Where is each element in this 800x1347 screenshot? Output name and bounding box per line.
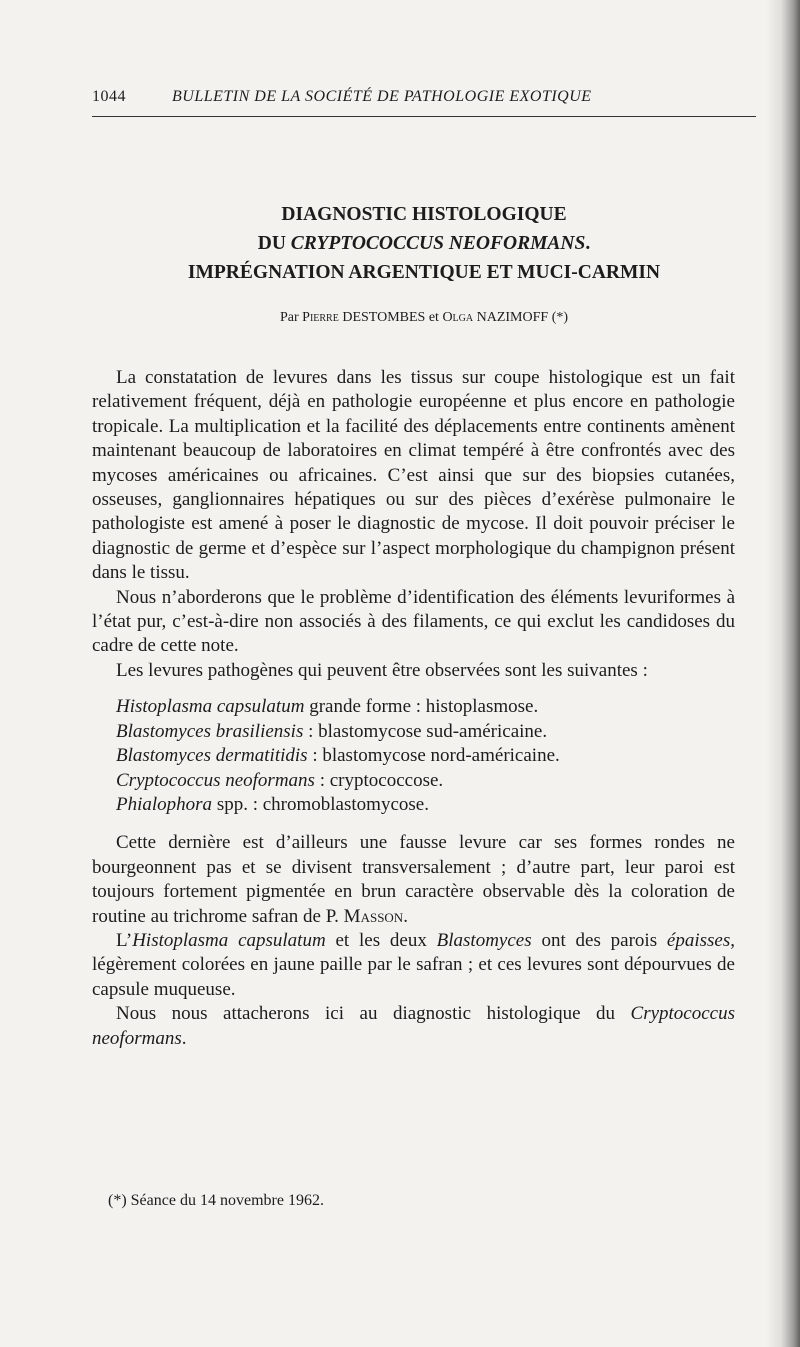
species-item [116, 695, 735, 719]
page-edge-shadow [766, 0, 800, 1347]
species-item [116, 744, 735, 768]
p6-italic: Cryptococcus neoformans [92, 1003, 735, 1049]
title-line-3: IMPRÉGNATION ARGENTIQUE ET MUCI-CARMIN [187, 262, 661, 283]
footnote: (*) Séance du 14 novembre 1962. [108, 1192, 324, 1209]
p5-b: et les deux [325, 929, 437, 951]
p5-d: , légèrement colorées en jaune paille par le safran ; et ces levures sont dépourvues de capsule muqueuse. [92, 929, 735, 1000]
author2-first: Olga [442, 310, 474, 325]
species-name: Histoplasma capsulatum [116, 696, 305, 718]
species-name: Blastomyces brasiliensis [116, 720, 304, 742]
paragraph-1: La constatation de levures dans les tissus sur coupe histologique est un fait relativement fréquent, déjà en pathologie européenne et plus encore en pathologie tropicale. La multiplication et la facilité des déplacements entre continents amènent maintenant beaucoup de laboratoires en climat tempéré à être confrontés avec des mycoses américaines ou africaines. C’est ainsi que sur des biopsies cutanées, osseuses, ganglionnaires hépatiques ou sur des pièces d’exérèse pulmonaire le pathologiste est amené à poser le diagnostic de mycose. Il doit pouvoir préciser le diagnostic de germe et d’espèce sur l’aspect morphologique du champignon présent dans le tissu. [92, 367, 735, 584]
title-line-2 [92, 229, 756, 258]
p5-italic-1: Histoplasma capsulatum [132, 929, 326, 951]
p5-italic-3: épaisses [666, 929, 731, 951]
page-number: 1044 [92, 88, 126, 105]
species-desc: : cryptococcose. [314, 769, 444, 791]
species-name: Blastomyces dermatitidis [116, 745, 308, 767]
species-item [116, 769, 735, 793]
author1-last: DESTOMBES [342, 310, 426, 325]
paragraph-6 [92, 1002, 735, 1051]
p5-italic-2: Blastomyces [436, 929, 532, 951]
journal-title: BULLETIN DE LA SOCIÉTÉ DE PATHOLOGIE EXOTIQUE [172, 88, 592, 105]
paragraph-4 [92, 831, 735, 929]
author2-last: NAZIMOFF [476, 310, 549, 325]
title-line-2-prefix: DU [257, 233, 291, 254]
species-list [116, 695, 735, 817]
paragraph-5 [92, 929, 735, 1002]
paragraph-2: Nous n’aborderons que le problème d’identification des éléments levuriformes à l’état pur, c’est-à-dire non associés à des filaments, ce qui exclut les candidoses du cadre de cette note. [92, 586, 735, 657]
masson-name: P. Masson [325, 905, 404, 927]
article-body [92, 366, 735, 1051]
species-name: Cryptococcus neoformans [116, 769, 315, 791]
paragraph-3: Les levures pathogènes qui peuvent être observées sont les suivantes : [116, 659, 648, 681]
species-item [116, 793, 735, 817]
paragraph-4-text: Cette dernière est d’ailleurs une fausse levure car ses formes rondes ne bourgeonnent pas et se divisent transversalement ; d’autre part, leur paroi est toujours fortement pigmentée en brun caractère observable dès la coloration de routine au trichrome safran de [92, 832, 735, 927]
byline [92, 310, 756, 326]
author1-first: Pierre [302, 310, 339, 325]
species-desc: : blastomycose nord-américaine. [307, 745, 560, 767]
title-line-1: DIAGNOSTIC HISTOLOGIQUE [281, 204, 567, 225]
species-desc: spp. : chromoblastomycose. [212, 793, 429, 815]
p6-a: Nous nous attacherons ici au diagnostic histologique du [116, 1003, 631, 1025]
paragraph-4-end: . [403, 905, 408, 927]
footnote-marker: (*) [551, 310, 569, 325]
p6-b: . [181, 1027, 187, 1049]
title-species: CRYPTOCOCCUS NEOFORMANS [290, 233, 586, 254]
header-rule [92, 116, 756, 117]
p5-a: L’ [116, 929, 133, 951]
species-desc: grande forme : histoplasmose. [304, 696, 539, 718]
species-item [116, 720, 735, 744]
species-desc: : blastomycose sud-américaine. [303, 720, 548, 742]
byline-et: et [428, 310, 439, 325]
species-name: Phialophora [116, 793, 213, 815]
p5-c: ont des parois [531, 929, 667, 951]
title-line-2-suffix: . [585, 233, 591, 254]
article-title [92, 200, 756, 287]
byline-par: Par [279, 310, 299, 325]
